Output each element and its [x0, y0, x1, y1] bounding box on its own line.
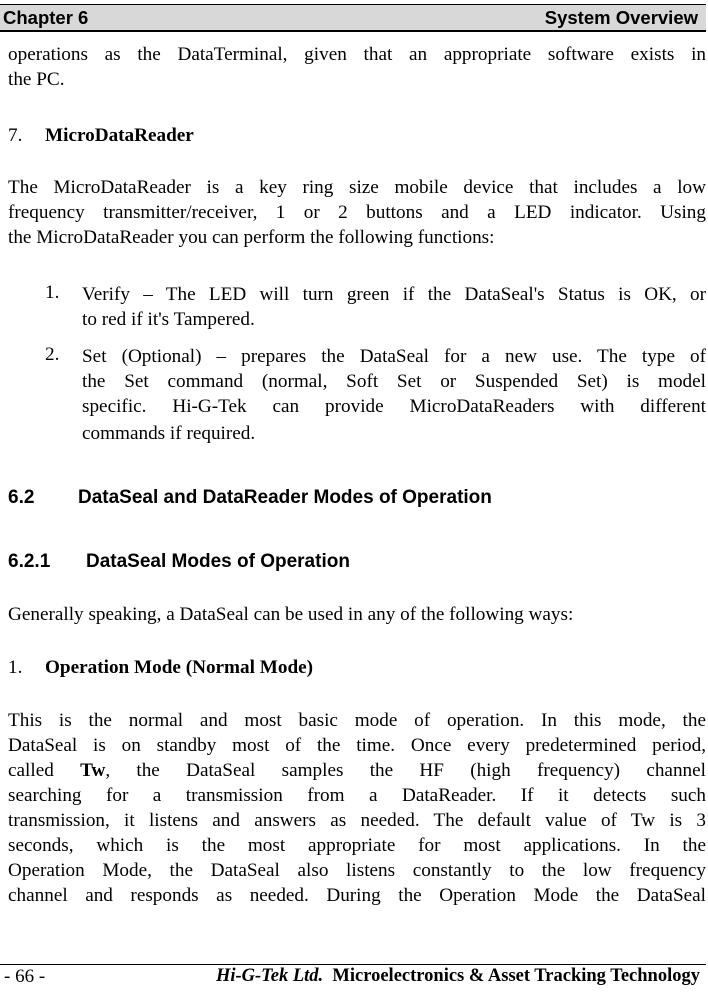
company-name: Hi-G-Tek Ltd. [215, 966, 324, 986]
list-item-number: 1. [45, 282, 60, 303]
list-item-number: 2. [45, 344, 60, 365]
text-line: searching for a transmission from a DataReader. If it detects such [8, 785, 706, 806]
text-line: Generally speaking, a DataSeal can be used in any of the following ways: [8, 604, 574, 625]
list-item [82, 344, 706, 446]
section-heading-6-2-1 [8, 551, 350, 573]
footer-divider [0, 964, 706, 965]
text-line: DataSeal is on standby most of the time. Once every predetermined period, [8, 735, 706, 756]
micro-paragraph [8, 175, 706, 250]
footer-company [216, 966, 700, 987]
text-line: the PC. [8, 69, 65, 90]
text-line: channel and responds as needed. During the Operation Mode the DataSeal [8, 885, 706, 906]
chapter-label: Chapter 6 [3, 7, 89, 28]
text-line: Verify – The LED will turn green if the DataSeal's Status is OK, or [82, 284, 706, 305]
text-line: to red if it's Tampered. [82, 309, 255, 330]
text-line: frequency transmitter/receiver, 1 or 2 buttons and a LED indicator. Using [8, 202, 706, 223]
text-line: transmission, it listens and answers as needed. The default value of Tw is 3 [8, 810, 706, 831]
text-line: Set (Optional) – prepares the DataSeal for a new use. The type of [82, 346, 706, 367]
text-line: seconds, which is the most appropriate for most applications. In the [8, 835, 706, 856]
section-number: 6.2 [8, 487, 35, 508]
section-label: System Overview [544, 7, 698, 28]
text-line: the MicroDataReader you can perform the following functions: [8, 227, 495, 248]
text-line: the Set command (normal, Soft Set or Suspended Set) is model [82, 371, 706, 392]
intro-paragraph [8, 42, 706, 92]
operation-paragraph [8, 708, 706, 908]
item-number: 7. [8, 125, 23, 146]
text-line: This is the normal and most basic mode of operation. In this mode, the [8, 710, 706, 731]
section-title: DataSeal Modes of Operation [86, 551, 350, 572]
list-item [82, 282, 706, 332]
page-header [0, 4, 706, 32]
text-line: commands if required. [82, 423, 256, 444]
text-line: called Tw, the DataSeal samples the HF (high frequency) channel [8, 760, 706, 781]
section-heading-6-2 [8, 487, 492, 509]
text-line: Operation Mode, the DataSeal also listens constantly to the low frequency [8, 860, 706, 881]
section-title: DataSeal and DataReader Modes of Operation [78, 487, 492, 508]
page-number: - 66 - [4, 966, 46, 987]
text-line: specific. Hi-G-Tek can provide MicroDataReaders with different [82, 396, 706, 417]
item-number: 1. [8, 657, 23, 678]
section-number: 6.2.1 [8, 551, 51, 572]
company-tagline: Microelectronics & Asset Tracking Technology [332, 966, 700, 986]
general-paragraph [8, 602, 706, 627]
item-title: MicroDataReader [45, 125, 194, 146]
item-title: Operation Mode (Normal Mode) [45, 657, 314, 678]
text-line: The MicroDataReader is a key ring size mobile device that includes a low [8, 177, 706, 198]
text-line: operations as the DataTerminal, given that an appropriate software exists in [8, 44, 706, 65]
